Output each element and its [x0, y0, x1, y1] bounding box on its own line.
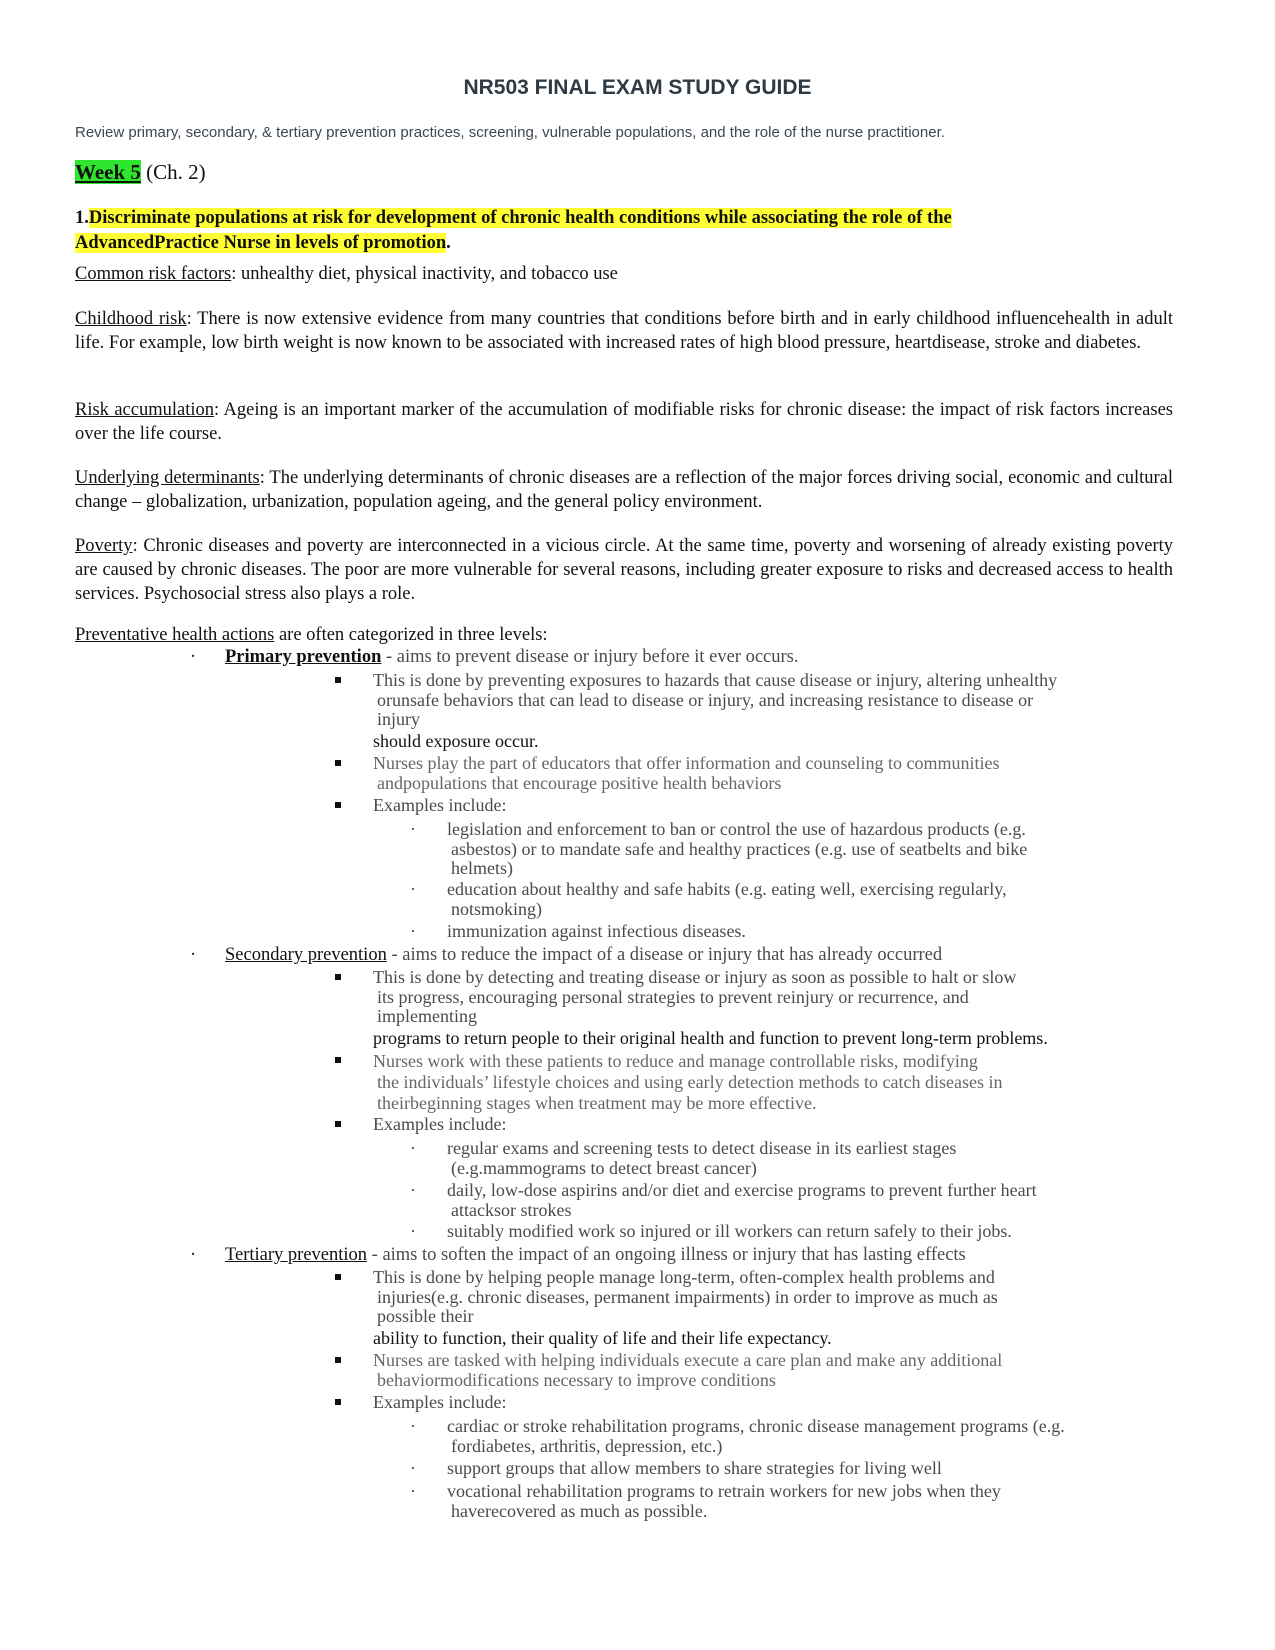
text-line: ability to function, their quality of life and their life expectancy.	[373, 1327, 832, 1348]
bullet-dot: ·	[410, 879, 416, 899]
text-line: implementing	[377, 1006, 477, 1026]
text-line: possible their	[377, 1306, 474, 1326]
text-line: andpopulations that encourage positive health behaviors	[377, 772, 782, 793]
square-bullet	[335, 1399, 341, 1405]
square-bullet	[335, 1274, 341, 1280]
text-line: vocational rehabilitation programs to retrain workers for new jobs when they	[447, 1481, 1001, 1501]
text-line: notsmoking)	[451, 898, 543, 919]
text-line: education about healthy and safe habits (e.g. eating well, exercising regularly,	[447, 879, 1007, 899]
text-line: immunization against infectious diseases.	[447, 921, 746, 941]
text-line: Examples include:	[373, 795, 507, 815]
text-line: daily, low-dose aspirins and/or diet and exercise programs to prevent further heart	[447, 1180, 1037, 1200]
text-line: This is done by detecting and treating disease or injury as soon as possible to halt or slow	[373, 967, 1017, 987]
week-label: Week 5	[75, 160, 141, 184]
common-risk-label: Common risk factors	[75, 264, 232, 284]
text-line: helmets)	[451, 858, 513, 878]
bullet-dot: ·	[410, 1481, 416, 1501]
bullet-dot: ·	[190, 1245, 197, 1265]
text-line: This is done by helping people manage long-term, often-complex health problems and	[373, 1267, 995, 1287]
objective-heading: 1.Discriminate populations at risk for development of chronic health conditions while associating the role of the AdvancedPractice Nurse in levels of promotion.	[75, 208, 952, 253]
square-bullet	[335, 1357, 341, 1363]
underlying-text: : The underlying determinants of chronic diseases are a reflection of the major forces driving social, economic and cultural change – globalization, urbanization, population ageing, and the general policy environment.	[75, 468, 1173, 512]
risk-accumulation-paragraph	[75, 398, 1173, 446]
secondary-label: Secondary prevention	[225, 945, 387, 965]
text-line: should exposure occur.	[373, 730, 539, 751]
text-line: suitably modified work so injured or ill workers can return safely to their jobs.	[447, 1221, 1012, 1241]
bullet-dot: ·	[410, 1416, 416, 1436]
text-line: This is done by preventing exposures to hazards that cause disease or injury, altering unhealthy	[373, 670, 1058, 690]
text-line: Nurses work with these patients to reduce and manage controllable risks, modifying	[373, 1051, 978, 1071]
square-bullet	[335, 760, 341, 766]
text-line: injury	[377, 709, 420, 729]
text-line: behaviormodifications necessary to improve conditions	[377, 1369, 776, 1390]
text-line: attacksor strokes	[451, 1199, 572, 1220]
square-bullet	[335, 1121, 341, 1127]
square-bullet	[335, 1057, 341, 1063]
week-heading	[75, 160, 206, 185]
tertiary-desc: - aims to soften the impact of an ongoing illness or injury that has lasting effects	[367, 1245, 966, 1265]
risk-accumulation-label: Risk accumulation	[75, 400, 214, 420]
text-line: its progress, encouraging personal strategies to prevent reinjury or recurrence, and	[377, 986, 969, 1007]
bullet-dot: ·	[410, 1138, 416, 1158]
primary-label: Primary prevention	[225, 647, 382, 667]
square-bullet	[335, 974, 341, 980]
common-risk-text: : unhealthy diet, physical inactivity, and tobacco use	[231, 264, 618, 284]
common-risk-paragraph	[75, 262, 1173, 286]
underlying-label: Underlying determinants	[75, 468, 260, 488]
bullet-dot: ·	[190, 945, 197, 965]
text-line: injuries(e.g. chronic diseases, permanent impairments) in order to improve as much as	[377, 1286, 998, 1307]
text-line: orunsafe behaviors that can lead to disease or injury, and increasing resistance to disease or	[377, 689, 1034, 710]
text-line: Examples include:	[373, 1392, 507, 1412]
text-line: Examples include:	[373, 1114, 507, 1134]
text-line: asbestos) or to mandate safe and healthy practices (e.g. use of seatbelts and bike	[451, 838, 1028, 859]
childhood-risk-text: : There is now extensive evidence from many countries that conditions before birth and in early childhood influencehealth in adult life. For example, low birth weight is now known to be associated with increased rates of high blood pressure, heartdisease, stroke and diabetes.	[75, 309, 1173, 353]
text-line: fordiabetes, arthritis, depression, etc.)	[451, 1435, 723, 1456]
poverty-text: : Chronic diseases and poverty are interconnected in a vicious circle. At the same time, poverty and worsening of already existing poverty are caused by chronic diseases. The poor are more vulnerable for several reasons, including greater exposure to risks and decreased access to health services. Psychosocial stress also plays a role.	[75, 536, 1173, 604]
text-line: programs to return people to their original health and function to prevent long-term problems.	[373, 1027, 1048, 1048]
objective-line2: AdvancedPractice Nurse in levels of promotion	[75, 233, 447, 253]
text-line: haverecovered as much as possible.	[451, 1500, 708, 1521]
document-subtitle: Review primary, secondary, & tertiary prevention practices, screening, vulnerable populations, and the role of the nurse practitioner.	[75, 124, 945, 141]
text-line: Nurses are tasked with helping individuals execute a care plan and make any additional	[373, 1350, 1003, 1370]
risk-accumulation-text: : Ageing is an important marker of the accumulation of modifiable risks for chronic disease: the impact of risk factors increases over the life course.	[75, 400, 1173, 444]
bullet-dot: ·	[410, 1221, 416, 1241]
bullet-dot: ·	[410, 921, 416, 941]
square-bullet	[335, 677, 341, 683]
objective-line1: Discriminate populations at risk for development of chronic health conditions while associating the role of the	[88, 208, 952, 228]
tertiary-label: Tertiary prevention	[225, 1245, 368, 1265]
text-line: cardiac or stroke rehabilitation programs, chronic disease management programs (e.g.	[447, 1416, 1065, 1436]
primary-desc: - aims to prevent disease or injury before it ever occurs.	[381, 647, 799, 667]
text-line: theirbeginning stages when treatment may be more effective.	[377, 1093, 817, 1113]
bullet-dot: ·	[410, 1180, 416, 1200]
underlying-determinants-paragraph	[75, 466, 1173, 514]
poverty-label: Poverty	[75, 536, 133, 556]
text-line: legislation and enforcement to ban or control the use of hazardous products (e.g.	[447, 819, 1026, 839]
secondary-desc: - aims to reduce the impact of a disease or injury that has already occurred	[386, 945, 943, 965]
preventative-paragraph	[75, 623, 1173, 647]
document-title: NR503 FINAL EXAM STUDY GUIDE	[463, 76, 812, 99]
square-bullet	[335, 802, 341, 808]
poverty-paragraph	[75, 534, 1173, 606]
childhood-risk-paragraph	[75, 307, 1173, 355]
text-line: the individuals’ lifestyle choices and using early detection methods to catch diseases in	[377, 1072, 1003, 1092]
bullet-dot: ·	[410, 1458, 416, 1478]
text-line: (e.g.mammograms to detect breast cancer)	[451, 1157, 757, 1178]
text-line: support groups that allow members to share strategies for living well	[447, 1458, 942, 1478]
bullet-dot: ·	[410, 819, 416, 839]
preventative-label: Preventative health actions	[75, 625, 275, 645]
preventative-text: are often categorized in three levels:	[274, 625, 548, 645]
week-chapter: (Ch. 2)	[146, 160, 206, 184]
text-line: regular exams and screening tests to detect disease in its earliest stages	[447, 1138, 957, 1158]
text-line: Nurses play the part of educators that offer information and counseling to communities	[373, 753, 1000, 773]
bullet-dot: ·	[190, 647, 197, 667]
childhood-risk-label: Childhood risk	[75, 309, 187, 329]
objective-number: 1.	[75, 208, 89, 228]
